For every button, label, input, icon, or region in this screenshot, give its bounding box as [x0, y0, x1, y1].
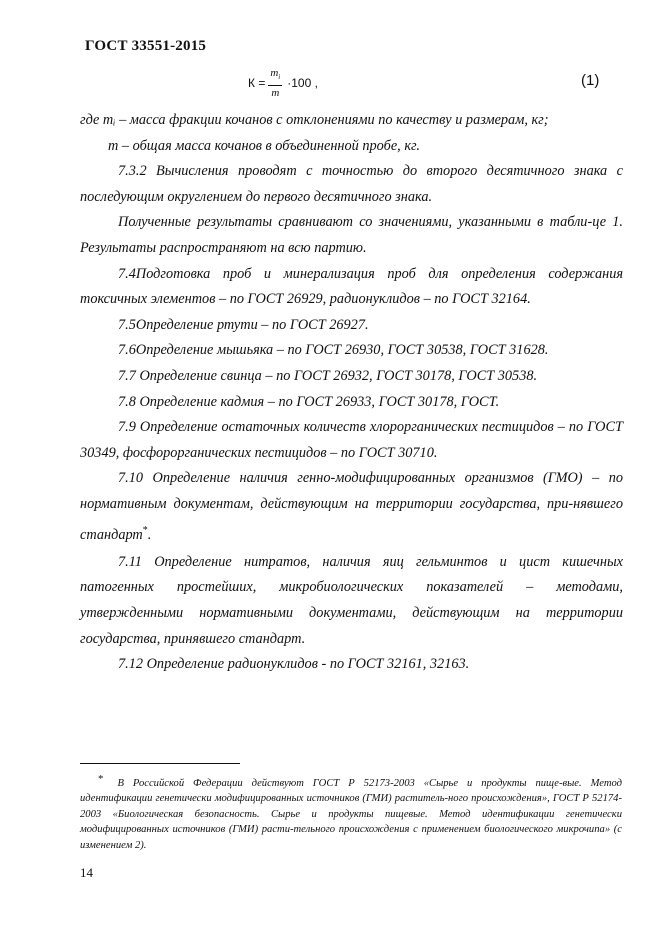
- formula-fraction: [268, 66, 282, 99]
- paragraph-results: Полученные результаты сравнивают со значениями, указанными в табли-це 1. Результаты распространяют на всю партию.: [80, 214, 623, 256]
- paragraph-7-8: 7.8 Определение кадмия – по ГОСТ 26933, ГОСТ 30178, ГОСТ.: [118, 393, 500, 410]
- document-header: ГОСТ 33551-2015: [85, 38, 207, 54]
- formula-denominator: m: [271, 86, 280, 99]
- paragraph-7-5: 7.5Определение ртути – по ГОСТ 26927.: [118, 316, 369, 333]
- paragraph-7-3-2: 7.3.2 Вычисления проводят с точностью до второго десятичного знака с последующим округлением до первого десятичного знака.: [80, 163, 623, 205]
- formula-tail: ·100 ,: [287, 76, 318, 90]
- footnote-mark: *: [98, 773, 104, 785]
- paragraph-7-10: 7.10 Определение наличия генно-модифицированных организмов (ГМО) – по нормативным документам, действующим на территории государства, при-нявшего стандарт*.: [80, 470, 623, 543]
- footnote-reference[interactable]: *: [142, 524, 148, 536]
- definition-line-1: где mᵢ – масса фракции кочанов с отклонениями по качеству и размерам, кг;: [80, 112, 549, 128]
- paragraph-7-6: 7.6Определение мышьяка – по ГОСТ 26930, ГОСТ 30538, ГОСТ 31628.: [118, 342, 549, 359]
- formula-lhs: К =: [248, 76, 266, 90]
- document-body: [80, 108, 623, 678]
- paragraph-7-9: 7.9 Определение остаточных количеств хлорорганических пестицидов – по ГОСТ 30349, фосфорорганических пестицидов – по ГОСТ 30710.: [80, 419, 623, 461]
- paragraph-7-4: 7.4Подготовка проб и минерализация проб для определения содержания токсичных элементов – по ГОСТ 26929, радионуклидов – по ГОСТ 32164.: [80, 265, 623, 308]
- page-number: 14: [80, 865, 93, 880]
- footnote-text: В Российской Федерации действуют ГОСТ Р 52173-2003 «Сырье и продукты пище-вые. Метод идентификации генетически модифицированных источников (ГМИ) раститель-ного происхождения», ГОСТ Р 52174-2003 «Биологическая безопасность. Сырье и продукты пищевые. Метод идентификации генетически модифицированных источников (ГМИ) расти-тельного происхождения с применением биологического микрочипа» (с изменением 2).: [80, 778, 622, 851]
- equation-number: (1): [581, 72, 600, 89]
- formula-numerator: $m_i$: [268, 66, 282, 85]
- paragraph-7-12: 7.12 Определение радионуклидов - по ГОСТ 32161, 32163.: [118, 656, 470, 673]
- footnote-divider: [80, 763, 240, 764]
- footnote: [80, 772, 622, 853]
- paragraph-7-7: 7.7 Определение свинца – по ГОСТ 26932, ГОСТ 30178, ГОСТ 30538.: [118, 367, 538, 384]
- paragraph-7-11: 7.11 Определение нитратов, наличия яиц гельминтов и цист кишечных патогенных простейших, микробиологических показателей – методами, утвержденными нормативными документами, действующим на территории государства, принявшего стандарт.: [80, 553, 623, 647]
- definition-line-2: m – общая масса кочанов в объединенной пробе, кг.: [108, 137, 420, 154]
- formula: [248, 66, 318, 100]
